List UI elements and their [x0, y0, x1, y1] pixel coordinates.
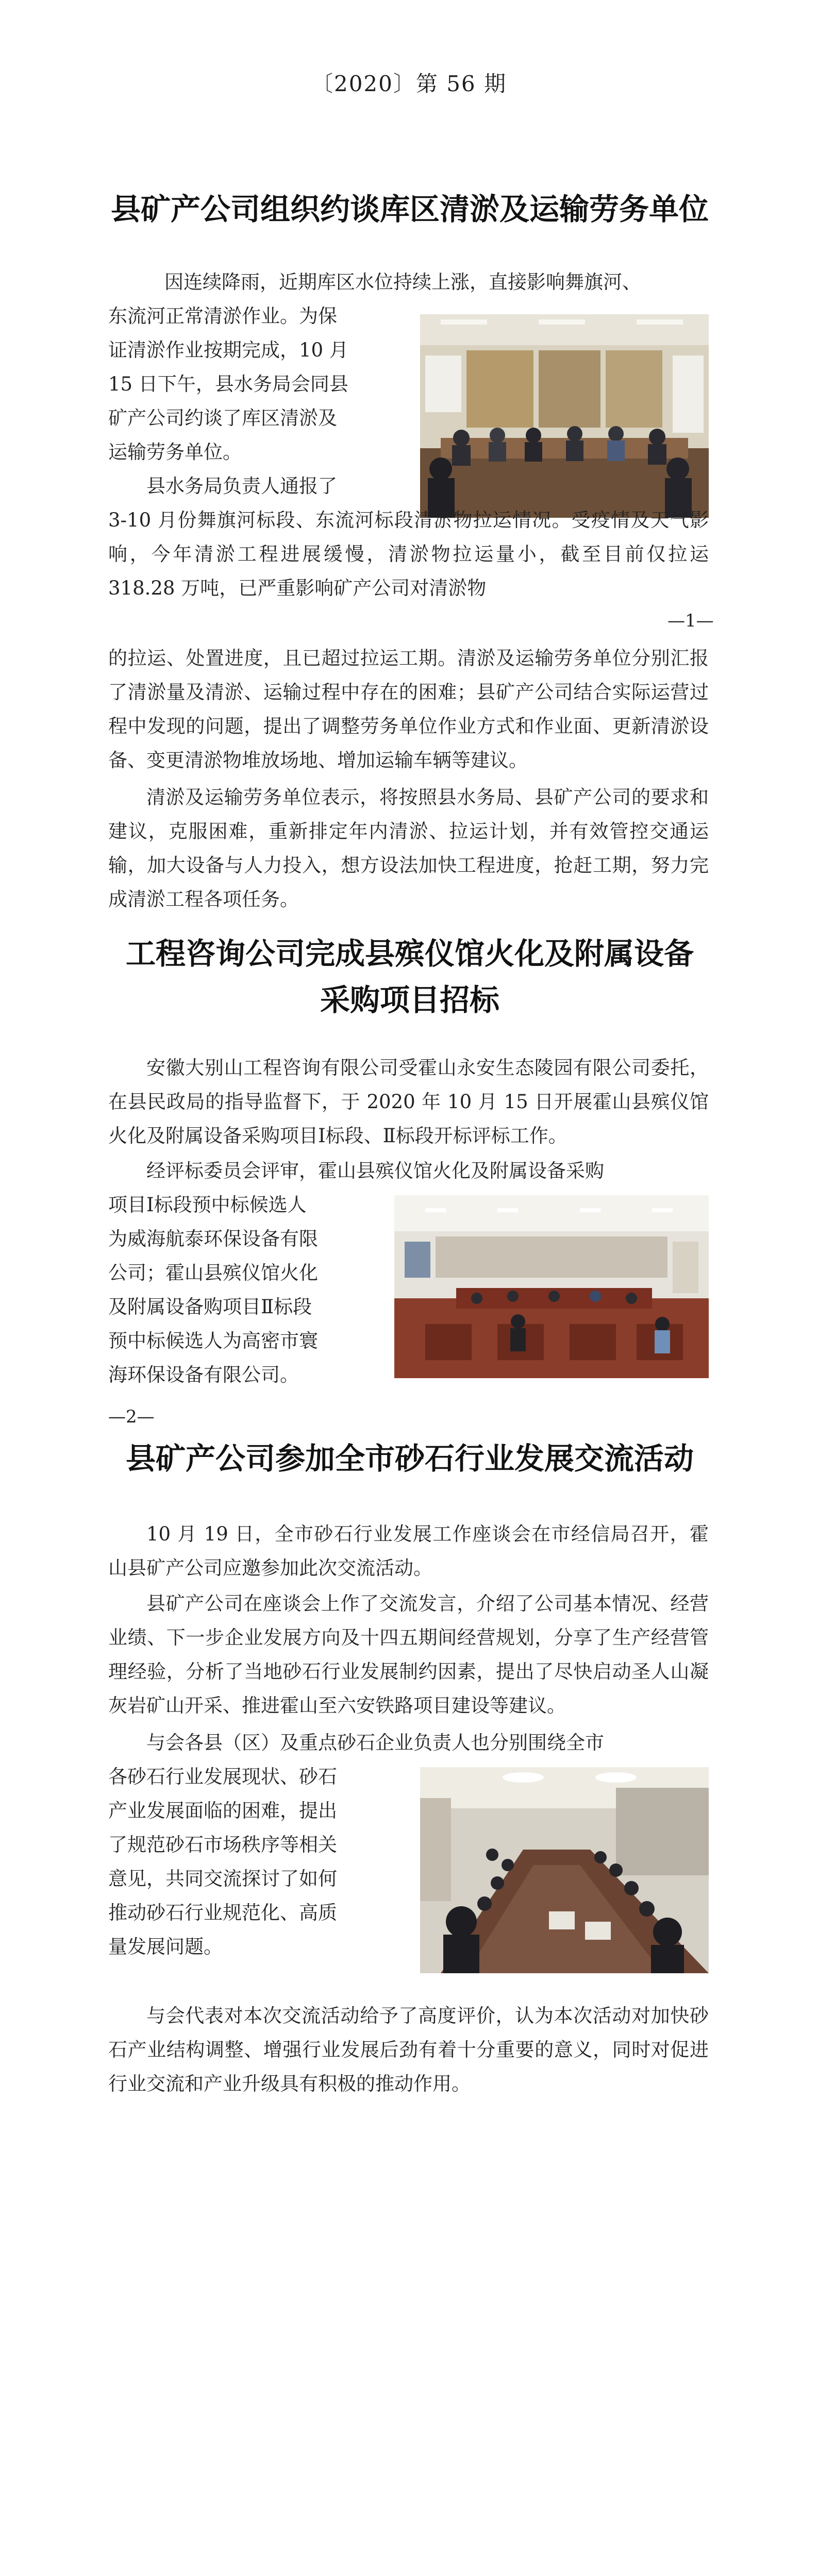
article-2-paragraph-2-line: 公司；霍山县殡仪馆火化: [108, 1262, 318, 1284]
article-3-paragraph-3-line: 量发展问题。: [108, 1936, 223, 1958]
article-3-paragraph-3-lead: 与会各县（区）及重点砂石企业负责人也分别围绕全市: [146, 1732, 604, 1754]
article-1-paragraph-1-line: 15 日下午，县水务局会同县: [108, 373, 348, 395]
article-1-paragraph-2-continued: 的拉运、处置进度，且已超过拉运工期。清淤及运输劳务单位分别汇报了清淤量及清淤、运输过程中存在的困难；县矿产公司结合实际运营过程中发现的问题，提出了调整劳务单位作业方式和作业面、更新清淤设备、变更清淤物堆放场地、增加运输车辆等建议。: [108, 647, 709, 771]
article-1-title: 县矿产公司组织约谈库区清淤及运输劳务单位: [110, 192, 709, 227]
article-3-paragraph-3-line: 了规范砂石市场秩序等相关: [108, 1834, 337, 1856]
article-2-title-line-2: 采购项目招标: [320, 982, 499, 1018]
page-marker-1: —1—: [667, 611, 714, 631]
article-3-paragraph-3-line: 推动砂石行业规范化、高质: [108, 1902, 337, 1924]
article-1-paragraph-2: 3-10 月份舞旗河标段、东流河标段清淤物拉运情况。受疫情及天气影响，今年清淤工程进展缓慢，清淤物拉运量小，截至目前仅拉运 318.28 万吨，已严重影响矿产公司对清淤物: [108, 509, 709, 599]
article-2-paragraph-2-lead: 经评标委员会评审，霍山县殡仪馆火化及附属设备采购: [146, 1160, 604, 1182]
article-3-paragraph-3-line: 产业发展面临的困难，提出: [108, 1800, 337, 1822]
article-1-paragraph-3: 清淤及运输劳务单位表示，将按照县水务局、县矿产公司的要求和建议，克服困难，重新排定年内清淤、拉运计划，并有效管控交通运输，加大设备与人力投入，想方设法加快工程进度，抢赶工期，努力完成清淤工程各项任务。: [108, 786, 709, 910]
issue-number: 〔2020〕第 56 期: [311, 71, 507, 96]
article-1-paragraph-1-line: 矿产公司约谈了库区清淤及: [108, 407, 337, 429]
article-1-paragraph-2-lead: 县水务局负责人通报了: [146, 475, 337, 497]
meeting-photo-2: [394, 1195, 709, 1378]
article-3-paragraph-3-line: 意见，共同交流探讨了如何: [108, 1868, 337, 1890]
article-1-paragraph-1-line: 运输劳务单位。: [108, 441, 242, 463]
article-3-paragraph-4: 与会代表对本次交流活动给予了高度评价，认为本次活动对加快砂石产业结构调整、增强行业发展后劲有着十分重要的意义，同时对促进行业交流和产业升级具有积极的推动作用。: [108, 2005, 709, 2095]
article-1-paragraph-1-line: 证清淤作业按期完成，10 月: [108, 339, 348, 361]
article-3-paragraph-1: 10 月 19 日，全市砂石行业发展工作座谈会在市经信局召开，霍山县矿产公司应邀参加此次交流活动。: [108, 1523, 709, 1579]
article-1-paragraph-1-line: 东流河正常清淤作业。为保: [108, 305, 337, 327]
meeting-photo-3: [420, 1767, 709, 1973]
article-2-paragraph-2-line: 预中标候选人为高密市寰: [108, 1330, 318, 1352]
article-2-title: 工程咨询公司完成县殡仪馆火化及附属设备: [125, 936, 694, 971]
page-marker-2: —2—: [108, 1406, 155, 1427]
article-2-paragraph-2-line: 及附属设备购项目Ⅱ标段: [108, 1296, 312, 1318]
article-2-paragraph-2-line: 项目Ⅰ标段预中标候选人: [108, 1194, 307, 1216]
meeting-photo-1: [420, 314, 709, 518]
article-3-title: 县矿产公司参加全市砂石行业发展交流活动: [125, 1441, 694, 1476]
article-2-paragraph-2-line: 海环保设备有限公司。: [108, 1364, 299, 1386]
article-2-paragraph-2-line: 为威海航泰环保设备有限: [108, 1228, 318, 1250]
article-2-paragraph-1: 安徽大别山工程咨询有限公司受霍山永安生态陵园有限公司委托，在县民政局的指导监督下，于 2020 年 10 月 15 日开展霍山县殡仪馆火化及附属设备采购项目Ⅰ标段、Ⅱ标段开标评标工作。: [108, 1057, 709, 1147]
article-1-paragraph-1-lead: 因连续降雨，近期库区水位持续上涨，直接影响舞旗河、: [164, 271, 641, 293]
article-3-paragraph-2: 县矿产公司在座谈会上作了交流发言，介绍了公司基本情况、经营业绩、下一步企业发展方向及十四五期间经营规划，分享了生产经营管理经验，分析了当地砂石行业发展制约因素，提出了尽快启动圣人山凝灰岩矿山开采、推进霍山至六安铁路项目建设等建议。: [108, 1592, 709, 1717]
article-3-paragraph-3-line: 各砂石行业发展现状、砂石: [108, 1766, 337, 1788]
